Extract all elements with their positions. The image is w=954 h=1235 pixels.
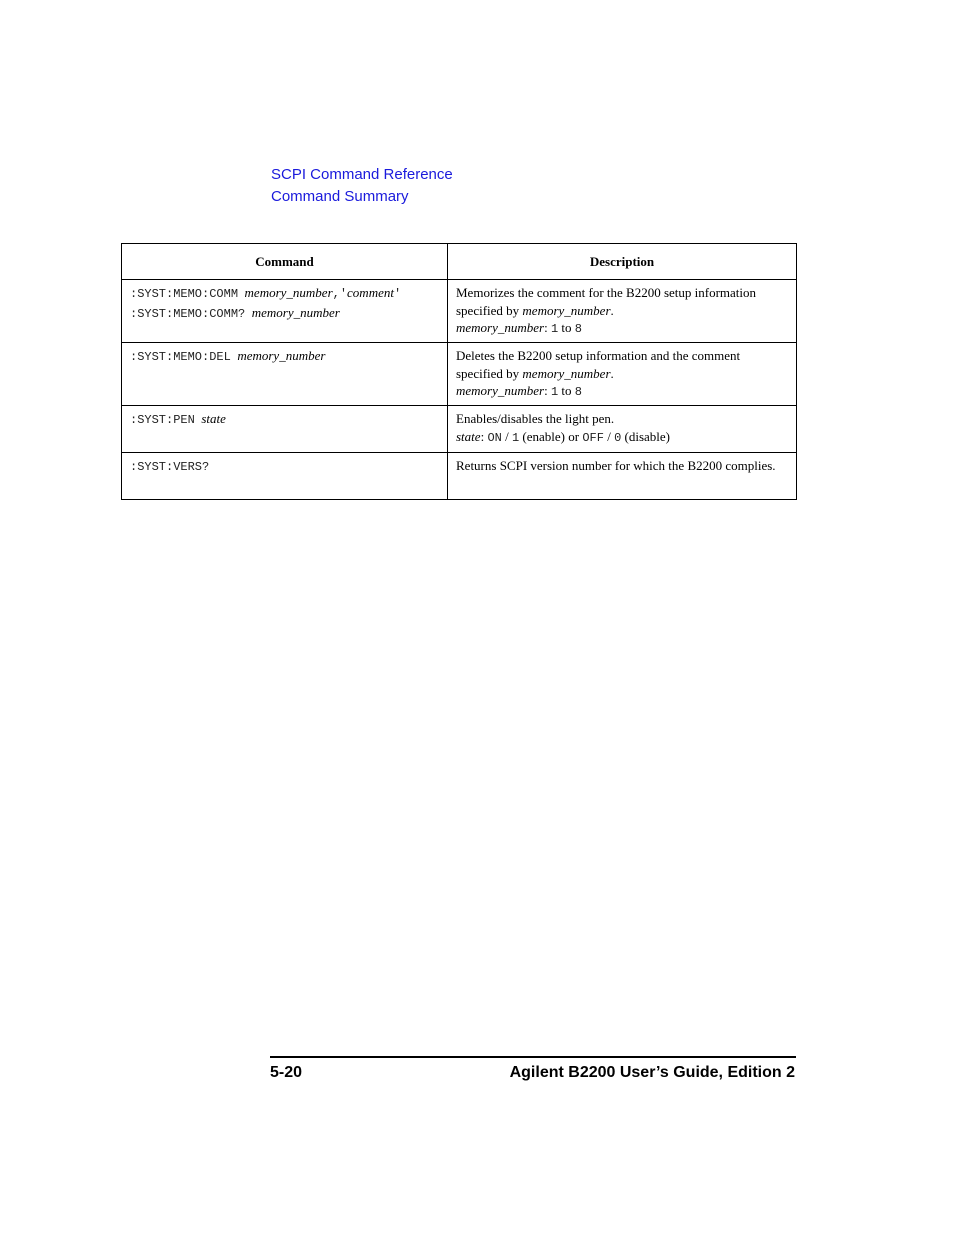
command-argument: memory_number <box>237 348 326 363</box>
state-slash: / <box>505 428 509 444</box>
command-code: :SYST:MEMO:COMM <box>130 287 239 301</box>
description-cell <box>448 280 797 343</box>
command-separator: ,' <box>332 287 348 301</box>
command-code: :SYST:MEMO:DEL <box>130 350 231 364</box>
range-from: 1 <box>550 322 559 336</box>
description-text: Deletes the B2200 setup information and the comment specified by <box>456 348 741 381</box>
range-to: 8 <box>574 385 582 399</box>
command-code: :SYST:PEN <box>130 413 195 427</box>
state-on: ON <box>487 430 502 445</box>
range-argument: memory_number <box>456 320 545 335</box>
description-text: Memorizes the comment for the B2200 setup information specified by <box>456 285 757 318</box>
footer-rule <box>270 1056 796 1058</box>
table-header-row <box>122 244 797 280</box>
description-cell <box>448 406 797 453</box>
table-row <box>122 280 797 343</box>
description-argument: memory_number <box>522 302 611 318</box>
command-cell <box>122 343 448 406</box>
state-zero: 0 <box>614 430 622 445</box>
book-title: Agilent B2200 User’s Guide, Edition 2 <box>509 1064 795 1081</box>
description-cell <box>448 343 797 406</box>
description-text: Enables/disables the light pen. <box>456 411 615 426</box>
state-argument: state <box>456 428 481 444</box>
description-cell <box>448 453 797 500</box>
table-row <box>122 343 797 406</box>
range-to: 8 <box>574 322 582 336</box>
table-row <box>122 406 797 453</box>
state-colon: : <box>480 428 485 444</box>
command-argument: state <box>201 411 226 426</box>
state-off: OFF <box>582 430 604 445</box>
command-table <box>121 243 797 500</box>
range-colon: : <box>544 320 548 335</box>
state-slash: / <box>607 428 611 444</box>
column-header-description: Description <box>448 244 797 280</box>
command-cell <box>122 406 448 453</box>
description-period: . <box>610 302 614 318</box>
command-cell <box>122 453 448 500</box>
column-header-command: Command <box>122 244 448 280</box>
range-to-word: to <box>561 320 572 335</box>
page-number: 5-20 <box>270 1064 303 1081</box>
command-argument: memory_number <box>244 285 333 300</box>
range-to-word: to <box>561 383 572 398</box>
table-row <box>122 453 797 500</box>
command-code: :SYST:VERS? <box>130 460 210 474</box>
command-argument: comment <box>347 285 394 300</box>
description-text: Returns SCPI version number for which the B2200 complies. <box>456 458 776 473</box>
range-argument: memory_number <box>456 383 545 398</box>
range-from: 1 <box>550 385 559 399</box>
description-period: . <box>610 365 614 381</box>
state-enable: (enable) or <box>522 428 580 444</box>
breadcrumb-section[interactable]: SCPI Command Reference <box>271 166 453 183</box>
command-argument: memory_number <box>251 304 340 320</box>
description-argument: memory_number <box>522 365 611 381</box>
command-cell <box>122 280 448 343</box>
range-colon: : <box>544 383 548 398</box>
state-disable: (disable) <box>624 428 671 444</box>
command-code: :SYST:MEMO:COMM? <box>130 306 246 321</box>
breadcrumb-page[interactable]: Command Summary <box>271 188 409 205</box>
state-one: 1 <box>511 430 520 445</box>
command-separator: ' <box>393 287 402 301</box>
